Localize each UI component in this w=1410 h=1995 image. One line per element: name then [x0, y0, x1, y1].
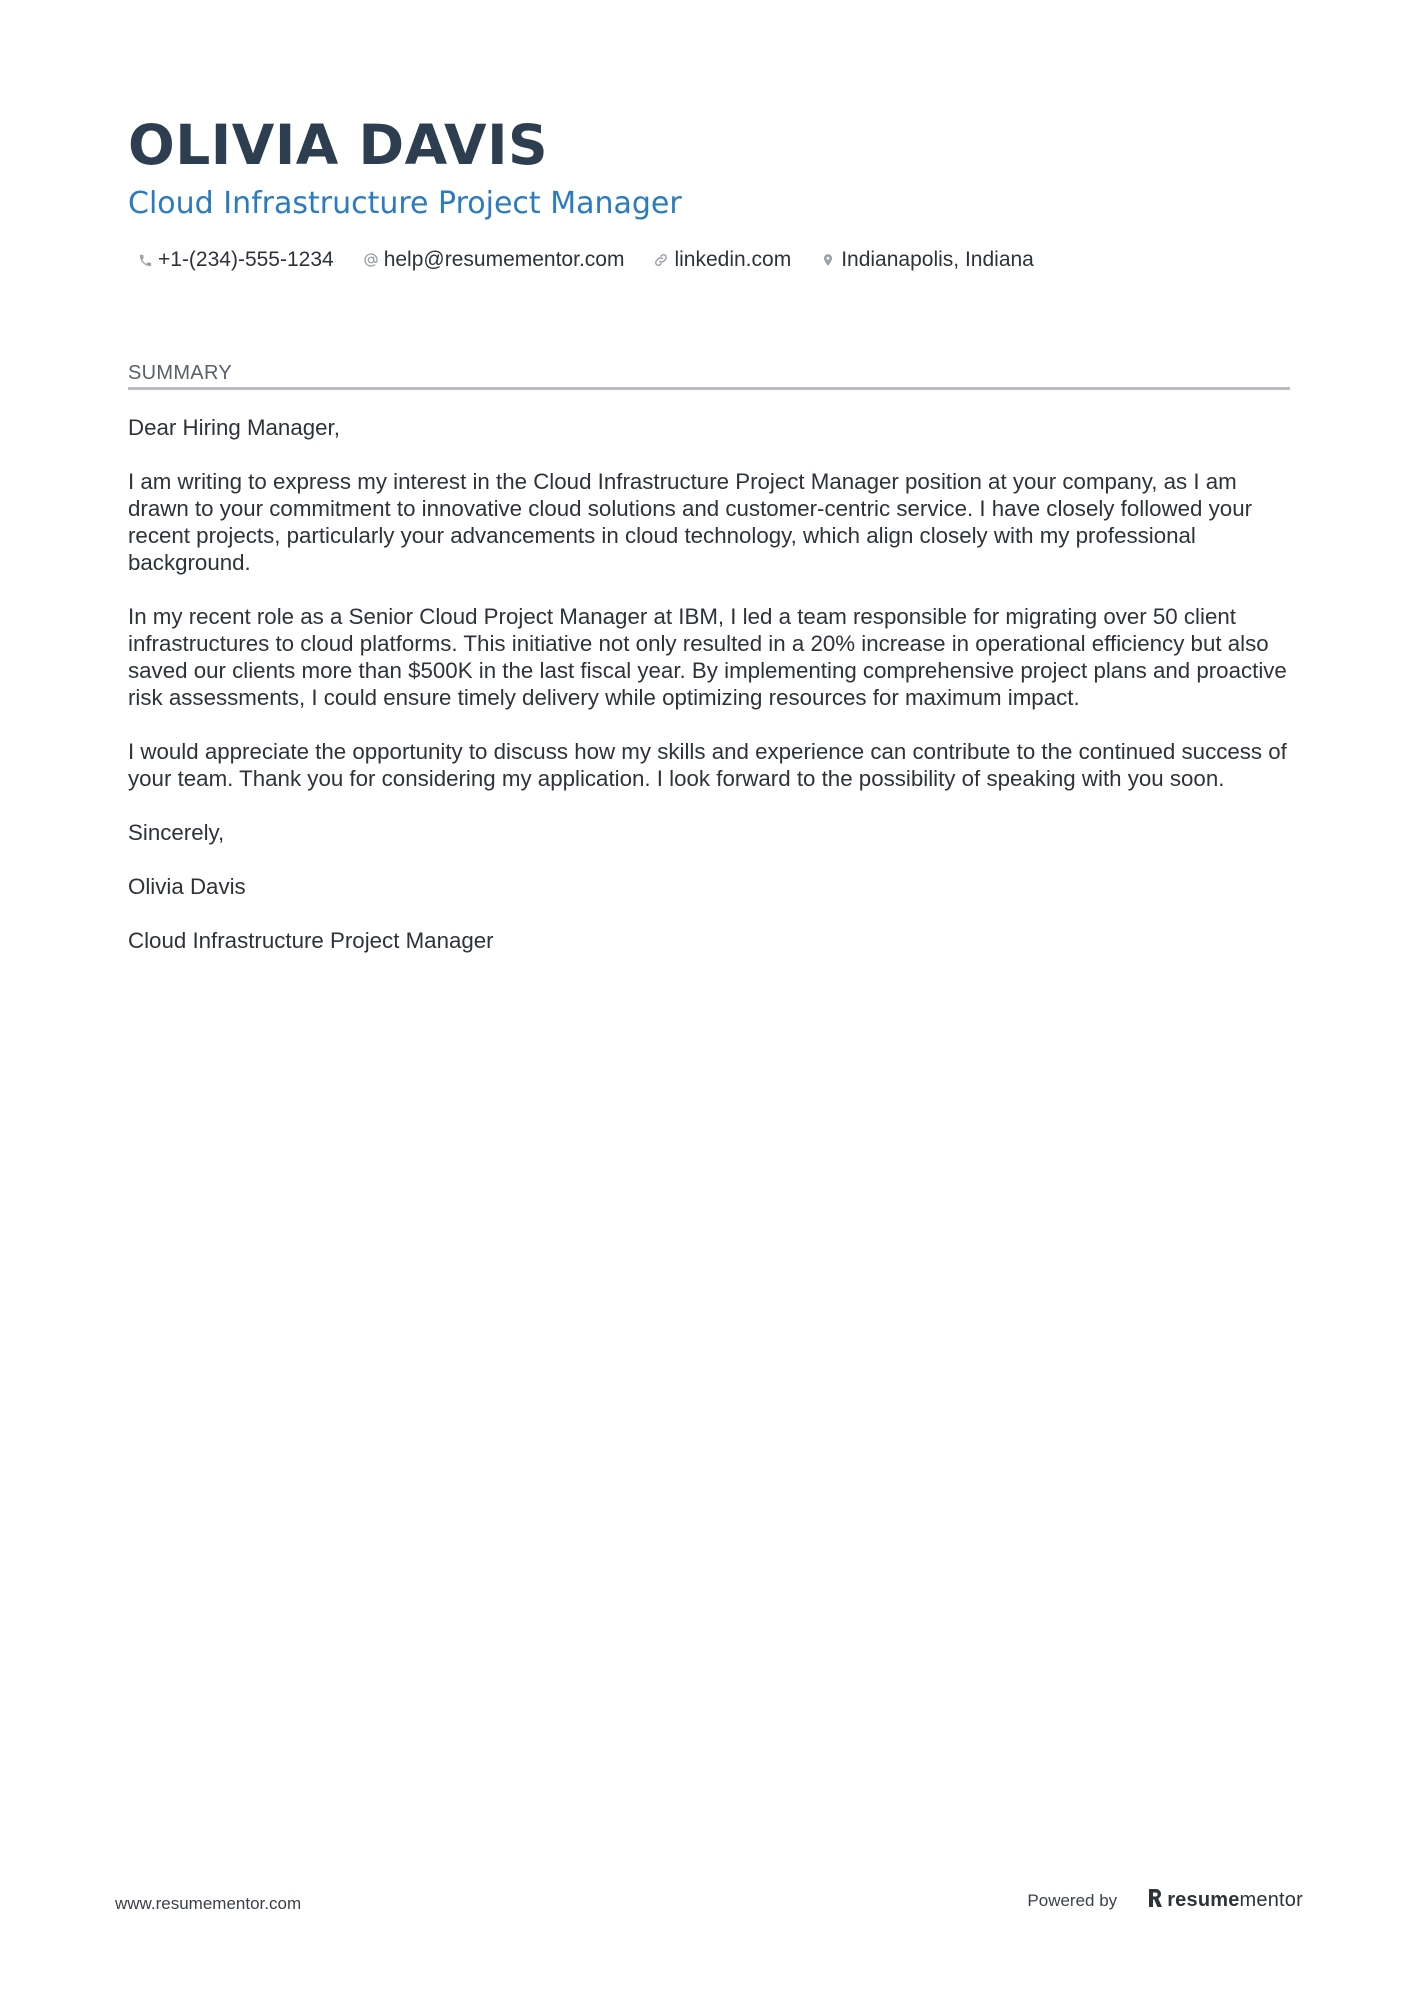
contact-email-text: help@resumementor.com: [383, 248, 625, 271]
contact-location-text: Indianapolis, Indiana: [841, 248, 1034, 271]
brand-wordmark-bold: resume: [1167, 1889, 1240, 1911]
brand-logo-link[interactable]: [1147, 1888, 1303, 1913]
resumementor-logo-icon: [1147, 1888, 1163, 1913]
signature-title: Cloud Infrastructure Project Manager: [128, 928, 494, 953]
section-heading-summary: SUMMARY: [128, 362, 232, 384]
contact-phone: [136, 246, 334, 274]
letter-greeting: Dear Hiring Manager,: [128, 415, 340, 440]
signature-name: Olivia Davis: [128, 874, 246, 899]
footer-website[interactable]: www.resumementor.com: [115, 1894, 302, 1913]
letter-paragraph: I would appreciate the opportunity to discuss how my skills and experience can contribute to the continued success of your team. Thank you for considering my application. I look forward to the possibility of speaking with you soon.: [128, 739, 1287, 791]
contact-location: [819, 246, 1034, 274]
contact-email: [362, 246, 625, 274]
letter-paragraph: I am writing to express my interest in the Cloud Infrastructure Project Manager position at your company, as I am drawn to your commitment to innovative cloud solutions and customer-centric service. I have closely followed your recent projects, particularly your advancements in cloud technology, which align closely with my professional background.: [128, 469, 1253, 575]
contact-phone-text: +1-(234)-555-1234: [158, 248, 334, 271]
phone-icon: [136, 251, 154, 269]
letter-paragraph: In my recent role as a Senior Cloud Project Manager at IBM, I led a team responsible for migrating over 50 client infrastructures to cloud platforms. This initiative not only resulted in a 20% increase in operational efficiency but also saved our clients more than $500K in the last fiscal year. By implementing comprehensive project plans and proactive risk assessments, I could ensure timely delivery while optimizing resources for maximum impact.: [128, 604, 1287, 710]
candidate-title: Cloud Infrastructure Project Manager: [128, 186, 682, 221]
candidate-name: OLIVIA DAVIS: [128, 113, 549, 177]
letter-closing: Sincerely,: [128, 820, 225, 845]
footer-branding: [1027, 1888, 1303, 1913]
section-divider: [128, 387, 1290, 390]
brand-wordmark-light: mentor: [1239, 1889, 1303, 1911]
header: [128, 108, 1288, 274]
contact-linkedin: [652, 246, 791, 274]
brand-wordmark: [1167, 1889, 1303, 1912]
location-pin-icon: [819, 251, 837, 269]
powered-by-label: Powered by: [1027, 1890, 1118, 1910]
letter-body: [128, 414, 1293, 981]
link-icon: [652, 251, 670, 269]
contact-bar: [128, 246, 1288, 274]
contact-linkedin-text: linkedin.com: [674, 248, 792, 271]
at-icon: [362, 251, 380, 269]
